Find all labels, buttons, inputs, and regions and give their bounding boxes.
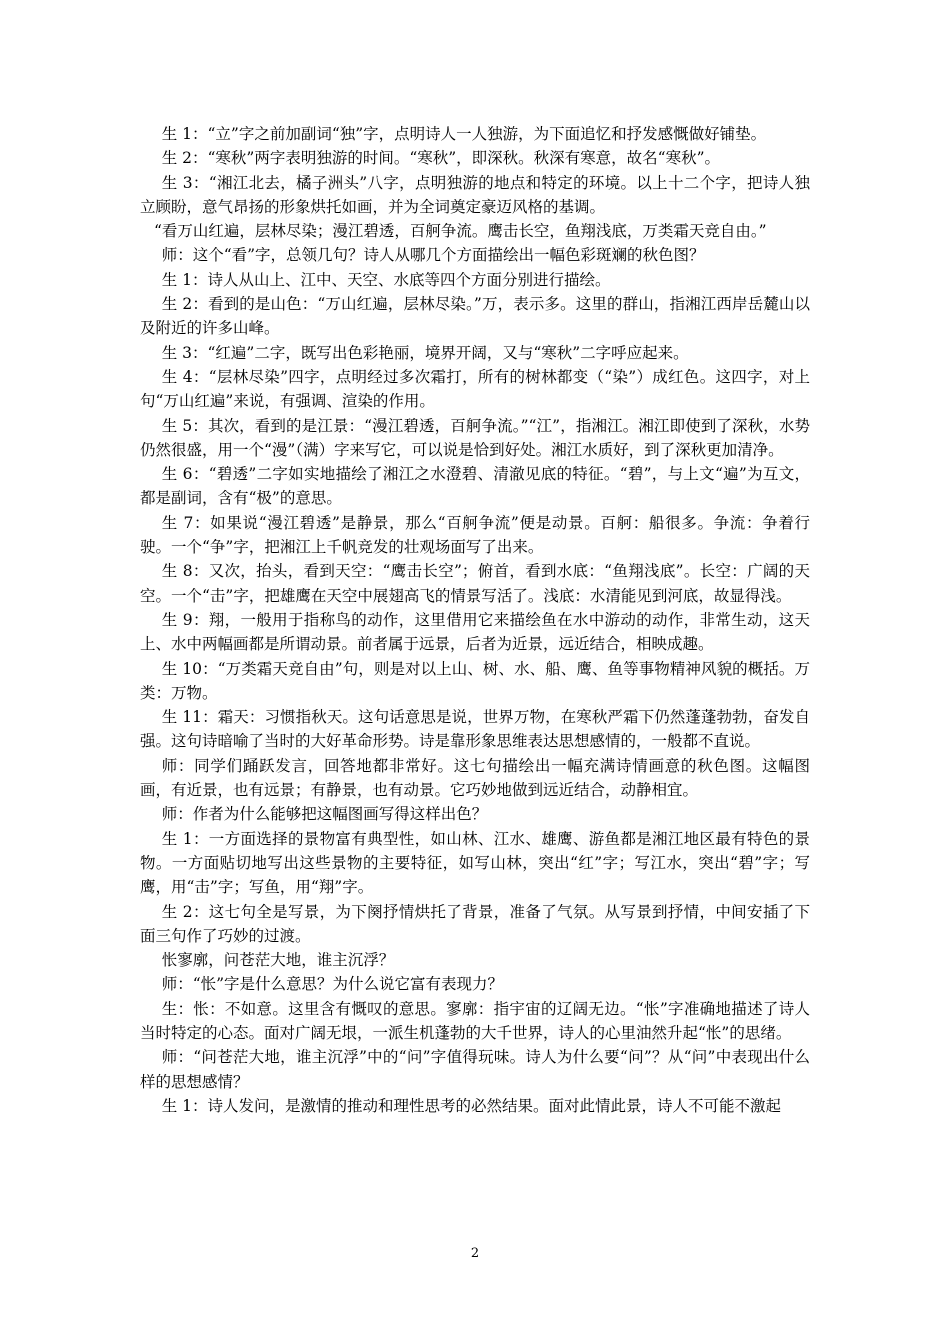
paragraph: 生 2：这七句全是写景，为下阕抒情烘托了背景，准备了气氛。从写景到抒情，中间安插了下面三句作了巧妙的过渡。 bbox=[140, 902, 810, 945]
paragraph: 生 10：“万类霜天竞自由”句，则是对以上山、树、水、船、鹰、鱼等事物精神风貌的概括。万类：万物。 bbox=[140, 659, 810, 702]
paragraph: 生 8：又次，抬头，看到天空：“鹰击长空”；俯首，看到水底：“鱼翔浅底”。长空：广阔的天空。一个“击”字，把雄鹰在天空中展翅高飞的情景写活了。浅底：水清能见到河底，故显得浅。 bbox=[140, 562, 810, 605]
paragraph: 生 1：诗人发问，是激情的推动和理性思考的必然结果。面对此情此景，诗人不可能不激起 bbox=[161, 1096, 781, 1115]
paragraph: 生 9：翔，一般用于指称鸟的动作，这里借用它来描绘鱼在水中游动的动作，非常生动，这天上、水中两幅画都是所谓动景。前者属于远景，后者为近景，远近结合，相映成趣。 bbox=[140, 610, 810, 654]
paragraph: 师：作者为什么能够把这幅图画写得这样出色？ bbox=[161, 805, 488, 824]
document-body bbox=[140, 122, 810, 1118]
paragraph: 生：怅：不如意。这里含有慨叹的意思。寥廓：指宇宙的辽阔无边。“怅”字准确地描述了诗人当时特定的心态。面对广阔无垠，一派生机蓬勃的大千世界，诗人的心里油然升起“怅”的思绪。 bbox=[140, 999, 810, 1042]
poem-quote: 怅寥廓，问苍茫大地，谁主沉浮？ bbox=[161, 951, 395, 970]
paragraph: 生 6：“碧透”二字如实地描绘了湘江之水澄碧、清澈见底的特征。“碧”，与上文“遍”为互文，都是副词，含有“极”的意思。 bbox=[140, 465, 810, 508]
paragraph: 生 5：其次，看到的是江景：“漫江碧透，百舸争流。”“江”，指湘江。湘江即使到了深秋，水势仍然很盛，用一个“漫”（满）字来写它，可以说是恰到好处。湘江水质好，到了深秋更加清净。 bbox=[140, 416, 810, 459]
paragraph: 生 1：一方面选择的景物富有典型性，如山林、江水、雄鹰、游鱼都是湘江地区最有特色的景物。一方面贴切地写出这些景物的主要特征，如写山林，突出“红”字；写江水，突出“碧”字；写鹰，用“击”字；写鱼，用“翔”字。 bbox=[140, 829, 810, 897]
paragraph: 生 7：如果说“漫江碧透”是静景，那么“百舸争流”便是动景。百舸：船很多。争流：争着行驶。一个“争”字，把湘江上千帆竞发的壮观场面写了出来。 bbox=[140, 513, 810, 557]
paragraph: 生 4：“层林尽染”四字，点明经过多次霜打，所有的树林都变（“染”）成红色。这四字，对上句“万山红遍”来说，有强调、渲染的作用。 bbox=[140, 367, 810, 411]
paragraph: 师：“问苍茫大地，谁主沉浮”中的“问”字值得玩味。诗人为什么要“问”？从“问”中表现出什么样的思想感情？ bbox=[140, 1048, 810, 1091]
paragraph: 师：同学们踊跃发言，回答地都非常好。这七句描绘出一幅充满诗情画意的秋色图。这幅图画，有近景，也有远景；有静景，也有动景。它巧妙地做到远近结合，动静相宜。 bbox=[140, 756, 810, 800]
paragraph: 生 11：霜天：习惯指秋天。这句话意思是说，世界万物，在寒秋严霜下仍然蓬蓬勃勃，奋发自强。这句诗暗喻了当时的大好革命形势。诗是靠形象思维表达思想感情的，一般都不直说。 bbox=[140, 708, 810, 751]
paragraph: 生 1：诗人从山上、江中、天空、水底等四个方面分别进行描绘。 bbox=[161, 270, 611, 289]
paragraph: 生 3：“红遍”二字，既写出色彩艳丽，境界开阔，又与“寒秋”二字呼应起来。 bbox=[161, 343, 689, 362]
paragraph: 生 1：“立”字之前加副词“独”字，点明诗人一人独游，为下面追忆和抒发感慨做好铺垫。 bbox=[161, 125, 767, 143]
paragraph: 师：“怅”字是什么意思？为什么说它富有表现力？ bbox=[161, 975, 504, 994]
paragraph: 生 2：看到的是山色：“万山红遍，层林尽染。”万，表示多。这里的群山，指湘江西岸岳麓山以及附近的许多山峰。 bbox=[140, 295, 810, 338]
poem-quote: “看万山红遍，层林尽染；漫江碧透，百舸争流。鹰击长空，鱼翔浅底，万类霜天竞自由。” bbox=[153, 222, 767, 241]
paragraph: 师：这个“看”字，总领几句？诗人从哪几个方面描绘出一幅色彩斑斓的秋色图？ bbox=[161, 246, 705, 265]
page-number: 2 bbox=[470, 1246, 480, 1261]
paragraph: 生 3：“湘江北去，橘子洲头”八字，点明独游的地点和特定的环境。以上十二个字，把诗人独立顾盼，意气昂扬的形象烘托如画，并为全词奠定豪迈风格的基调。 bbox=[140, 173, 810, 216]
paragraph: 生 2：“寒秋”两字表明独游的时间。“寒秋”，即深秋。秋深有寒意，故名“寒秋”。 bbox=[161, 149, 721, 168]
